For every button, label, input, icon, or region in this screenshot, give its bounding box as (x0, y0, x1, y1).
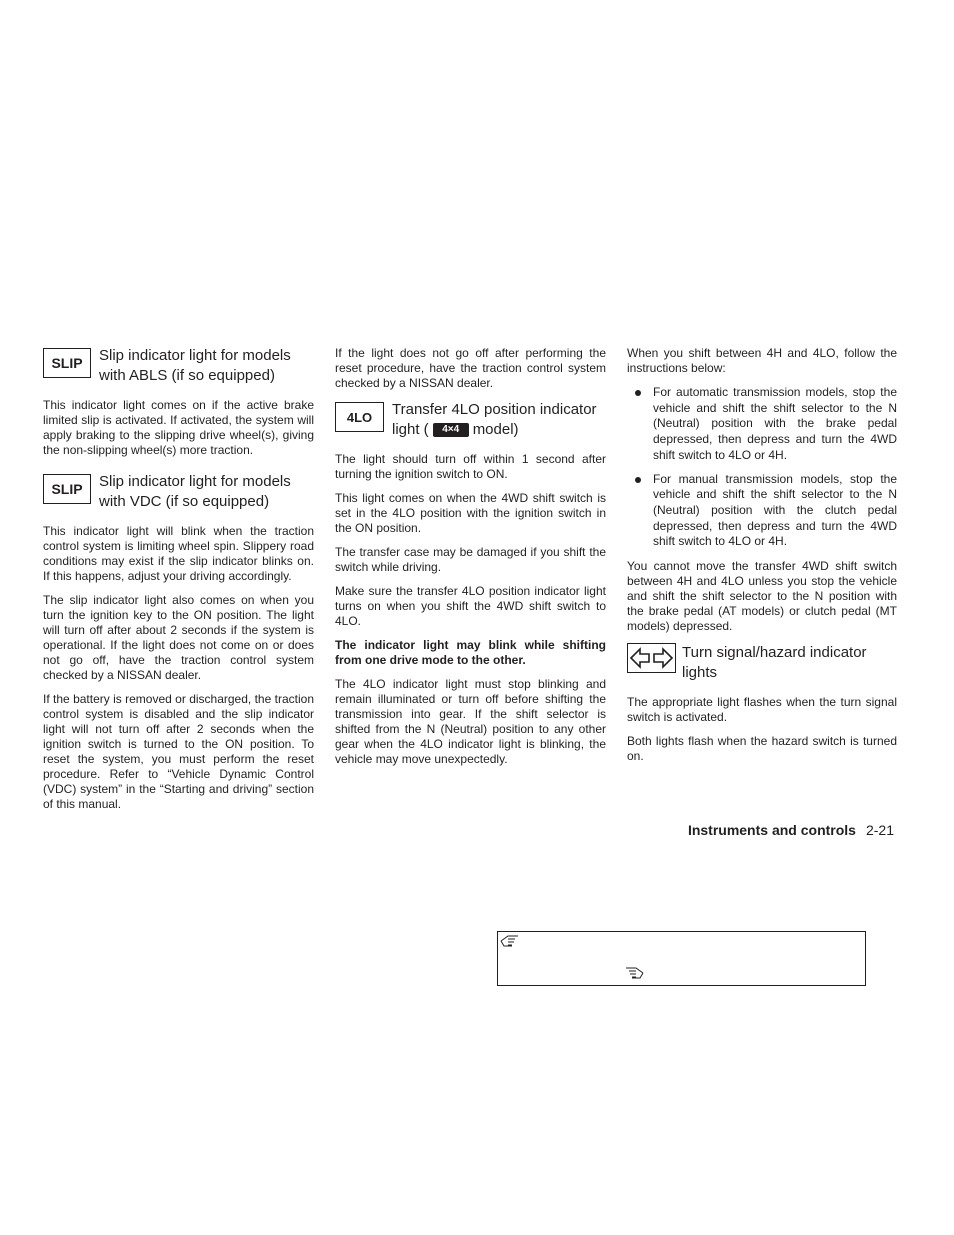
turn-paragraph: The appropriate light flashes when the turn signal switch is activated. (627, 695, 897, 725)
slip-abls-title: Slip indicator light for models with ABLS (if so equipped) (99, 347, 291, 384)
transfer-paragraph: The light should turn off within 1 second after turning the ignition switch to ON. (335, 452, 606, 481)
transfer-paragraph: The transfer case may be damaged if you shift the switch while driving. (335, 545, 606, 574)
shift-after-paragraph: You cannot move the transfer 4WD shift switch between 4H and 4LO unless you stop the vehicle and shift the shift selector to the N position with the brake pedal (AT models) or clutch pedal (MT models) depressed. (627, 559, 897, 634)
slip-vdc-paragraph: The slip indicator light also comes on when you turn the ignition key to the ON position. The light will turn off after about 2 seconds if the system is operational. If the light does not come on or does not go off, have the traction control system checked by a NISSAN dealer. (43, 593, 314, 682)
slip-indicator-icon: SLIP (43, 348, 91, 378)
slip-abls-paragraph: This indicator light comes on if the active brake limited slip is activated. If activated, the system will apply braking to the slipping drive wheel(s), giving the non-slipping wheel(s) more traction. (43, 398, 314, 457)
transfer-4lo-title (392, 400, 606, 440)
transfer-4lo-heading (335, 400, 606, 440)
list-item: For automatic transmission models, stop the vehicle and shift the shift selector to the N (Neutral) position with the brake pedal depressed, then depress and turn the 4WD shift switch to 4LO or 4H. (627, 385, 897, 464)
page-footer (688, 822, 894, 838)
slip-indicator-icon: SLIP (43, 474, 91, 504)
slip-vdc-title: Slip indicator light for models with VDC (if so equipped) (99, 473, 291, 510)
turn-signal-title: Turn signal/hazard indicator lights (682, 644, 867, 682)
transfer-title-part1: Transfer 4LO position indicator light ( (392, 401, 597, 438)
turn-signal-arrows-icon (627, 643, 676, 673)
transfer-title-part2: model) (472, 421, 519, 438)
transfer-paragraph: The 4LO indicator light must stop blinking and remain illuminated or turn off before shifting the transmission into gear. If the shift selector is shifted from the N (Neutral) position to any other gear when the 4LO indicator light is blinking, the vehicle may move unexpectedly. (335, 677, 606, 766)
4lo-indicator-icon: 4LO (335, 402, 384, 432)
column-right (627, 346, 897, 773)
column-middle (335, 346, 606, 776)
4x4-badge-icon: 4×4 (433, 423, 469, 437)
slip-vdc-paragraph: If the battery is removed or discharged, the traction control system is disabled and the slip indicator light will not turn off after 2 seconds when the ignition switch is turned to the ON position. To reset the system, you must perform the reset procedure. Refer to “Vehicle Dynamic Control (VDC) system” in the “Starting and driving” section of this manual. (43, 692, 314, 811)
turn-signal-heading (627, 643, 897, 683)
note-box (497, 931, 866, 986)
footer-section-title: Instruments and controls (687, 822, 856, 838)
column-left (43, 346, 314, 821)
transfer-paragraph: This light comes on when the 4WD shift switch is set in the 4LO position with the ignition switch in the ON position. (335, 491, 606, 535)
reset-intro-paragraph: If the light does not go off after performing the reset procedure, have the traction control system checked by a NISSAN dealer. (335, 346, 606, 390)
turn-paragraph: Both lights flash when the hazard switch is turned on. (627, 734, 897, 764)
slip-vdc-heading (43, 472, 314, 512)
page-number: 2-21 (865, 822, 894, 838)
pointing-hand-icon (500, 934, 520, 948)
slip-abls-heading (43, 346, 314, 386)
shift-instructions-list (627, 385, 897, 550)
list-item: For manual transmission models, stop the vehicle and shift the shift selector to the N (Neutral) position with the clutch pedal depressed, then depress and turn the 4WD shift switch to 4LO or 4H. (627, 472, 897, 551)
shift-intro-paragraph: When you shift between 4H and 4LO, follow the instructions below: (627, 346, 897, 375)
transfer-paragraph: Make sure the transfer 4LO position indicator light turns on when you shift the 4WD shift switch to 4LO. (335, 584, 606, 628)
slip-vdc-paragraph: This indicator light will blink when the traction control system is limiting wheel spin. Slippery road conditions may exist if the slip indicator blinks on. If this happens, adjust your driving accordingly. (43, 524, 314, 583)
bullet-icon (635, 477, 641, 483)
transfer-bold-note: The indicator light may blink while shifting from one drive mode to the other. (335, 638, 606, 667)
bullet-icon (635, 390, 641, 396)
pointing-hand-icon (624, 966, 644, 980)
